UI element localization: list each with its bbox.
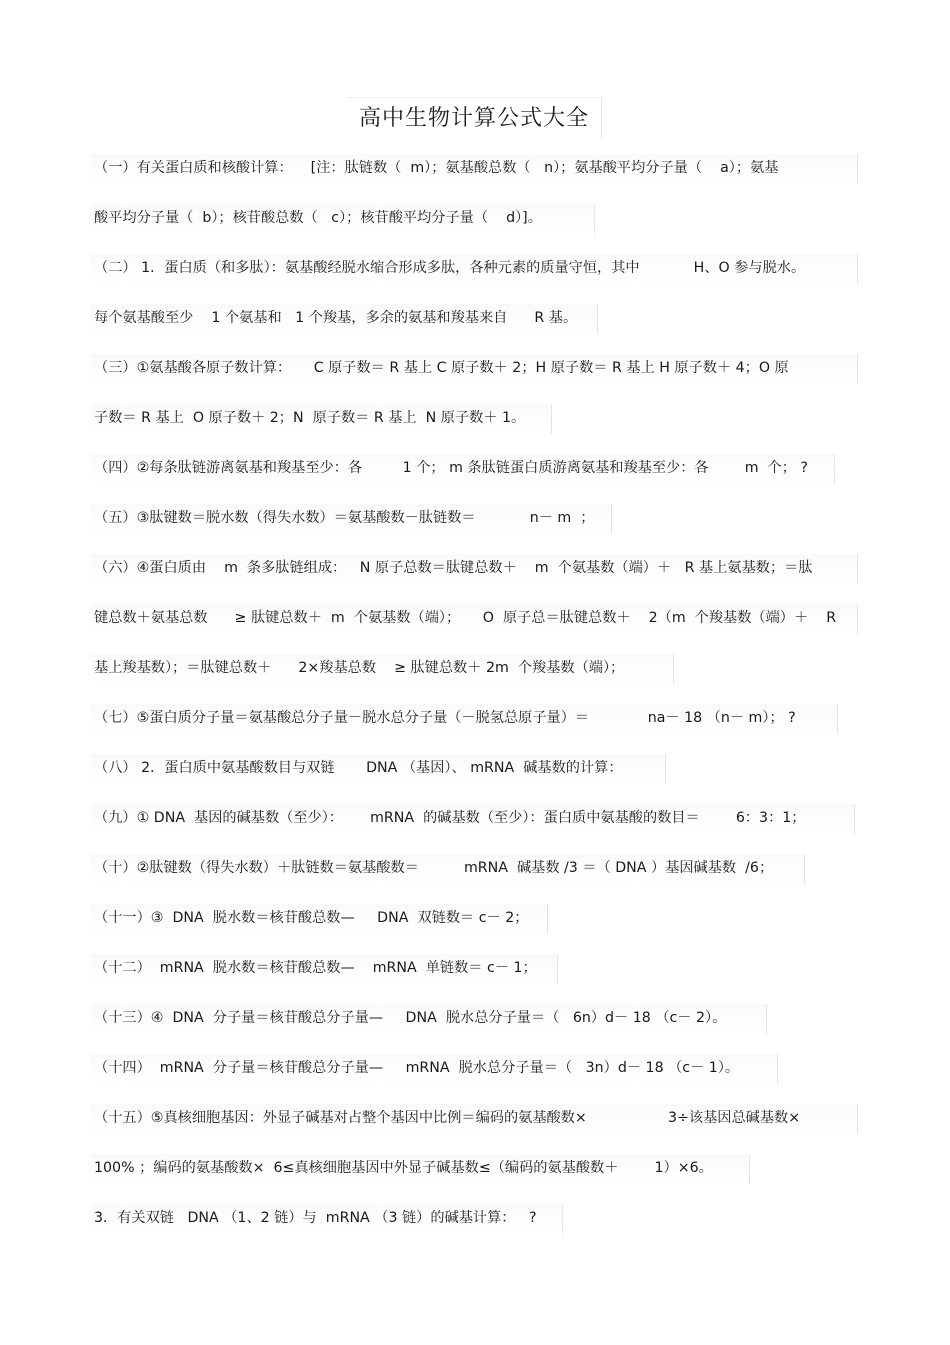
text-line-3: （二） 1．蛋白质（和多肽）：氨基酸经脱水缩合形成多肽，各种元素的质量守恒，其中 H、O 参与脱水。: [90, 254, 858, 284]
text-line-5: （三）①氨基酸各原子数计算： C 原子数＝ R 基上 C 原子数＋ 2；H 原子数＝ R 基上 H 原子数＋ 4；O 原: [90, 354, 858, 384]
text-line-1: （一）有关蛋白质和核酸计算： [注：肽链数（ m）；氨基酸总数（ n）；氨基酸平均分子量（ a）；氨基: [90, 154, 858, 184]
text-line-13: （八） 2．蛋白质中氨基酸数目与双链 DNA （基因）、 mRNA 碱基数的计算：: [90, 754, 666, 784]
text-line-11: 基上羧基数）；＝肽键总数＋ 2×羧基总数 ≥ 肽键总数＋ 2m 个羧基数（端）；: [90, 654, 674, 684]
text-line-18: （十三）④ DNA 分子量＝核苷酸总分子量— DNA 脱水总分子量＝（ 6n）d－ 18 （c－ 2）。: [90, 1004, 767, 1034]
text-line-8: （五）③肽键数＝脱水数（得失水数）＝氨基酸数－肽链数＝ n－ m ；: [90, 504, 612, 534]
text-line-15: （十）②肽键数（得失水数）＋肽链数＝氨基酸数＝ mRNA 碱基数 /3 ＝（ DNA ）基因碱基数 /6；: [90, 854, 805, 884]
text-line-19: （十四） mRNA 分子量＝核苷酸总分子量— mRNA 脱水总分子量＝（ 3n）d－ 18 （c－ 1）。: [90, 1054, 778, 1084]
text-line-4: 每个氨基酸至少 1 个氨基和 1 个羧基，多余的氨基和羧基来自 R 基。: [90, 304, 598, 334]
text-line-22: 3．有关双链 DNA （1、2 链）与 mRNA （3 链）的碱基计算： ?: [90, 1204, 563, 1234]
text-line-6: 子数＝ R 基上 O 原子数＋ 2；N 原子数＝ R 基上 N 原子数＋ 1。: [90, 404, 552, 434]
text-line-2: 酸平均分子量（ b）；核苷酸总数（ c）；核苷酸平均分子量（ d）]。: [90, 204, 595, 234]
text-line-12: （七）⑤蛋白质分子量＝氨基酸总分子量－脱水总分子量（－脱氢总原子量）＝ na－ 18 （n－ m）； ?: [90, 704, 838, 734]
text-line-10: 键总数＋氨基总数 ≥ 肽键总数＋ m 个氨基数（端）； O 原子总＝肽键总数＋ 2（m 个羧基数（端）＋ R: [90, 604, 858, 634]
page-title: 高中生物计算公式大全: [347, 97, 602, 140]
text-line-7: （四）②每条肽链游离氨基和羧基至少：各 1 个； m 条肽链蛋白质游离氨基和羧基至少：各 m 个； ?: [90, 454, 835, 484]
text-line-21: 100% ；编码的氨基酸数× 6≤真核细胞基因中外显子碱基数≤（编码的氨基酸数＋ 1）×6。: [90, 1154, 750, 1184]
text-line-9: （六）④蛋白质由 m 条多肽链组成： N 原子总数＝肽键总数＋ m 个氨基数（端）＋ R 基上氨基数；＝肽: [90, 554, 858, 584]
text-line-17: （十二） mRNA 脱水数＝核苷酸总数— mRNA 单链数＝ c－ 1；: [90, 954, 558, 984]
text-line-20: （十五）⑤真核细胞基因：外显子碱基对占整个基因中比例＝编码的氨基酸数× 3÷该基因总碱基数×: [90, 1104, 858, 1134]
text-line-14: （九）① DNA 基因的碱基数（至少）： mRNA 的碱基数（至少）：蛋白质中氨基酸的数目＝ 6：3：1；: [90, 804, 855, 834]
text-line-16: （十一）③ DNA 脱水数＝核苷酸总数— DNA 双链数＝ c－ 2；: [90, 904, 548, 934]
